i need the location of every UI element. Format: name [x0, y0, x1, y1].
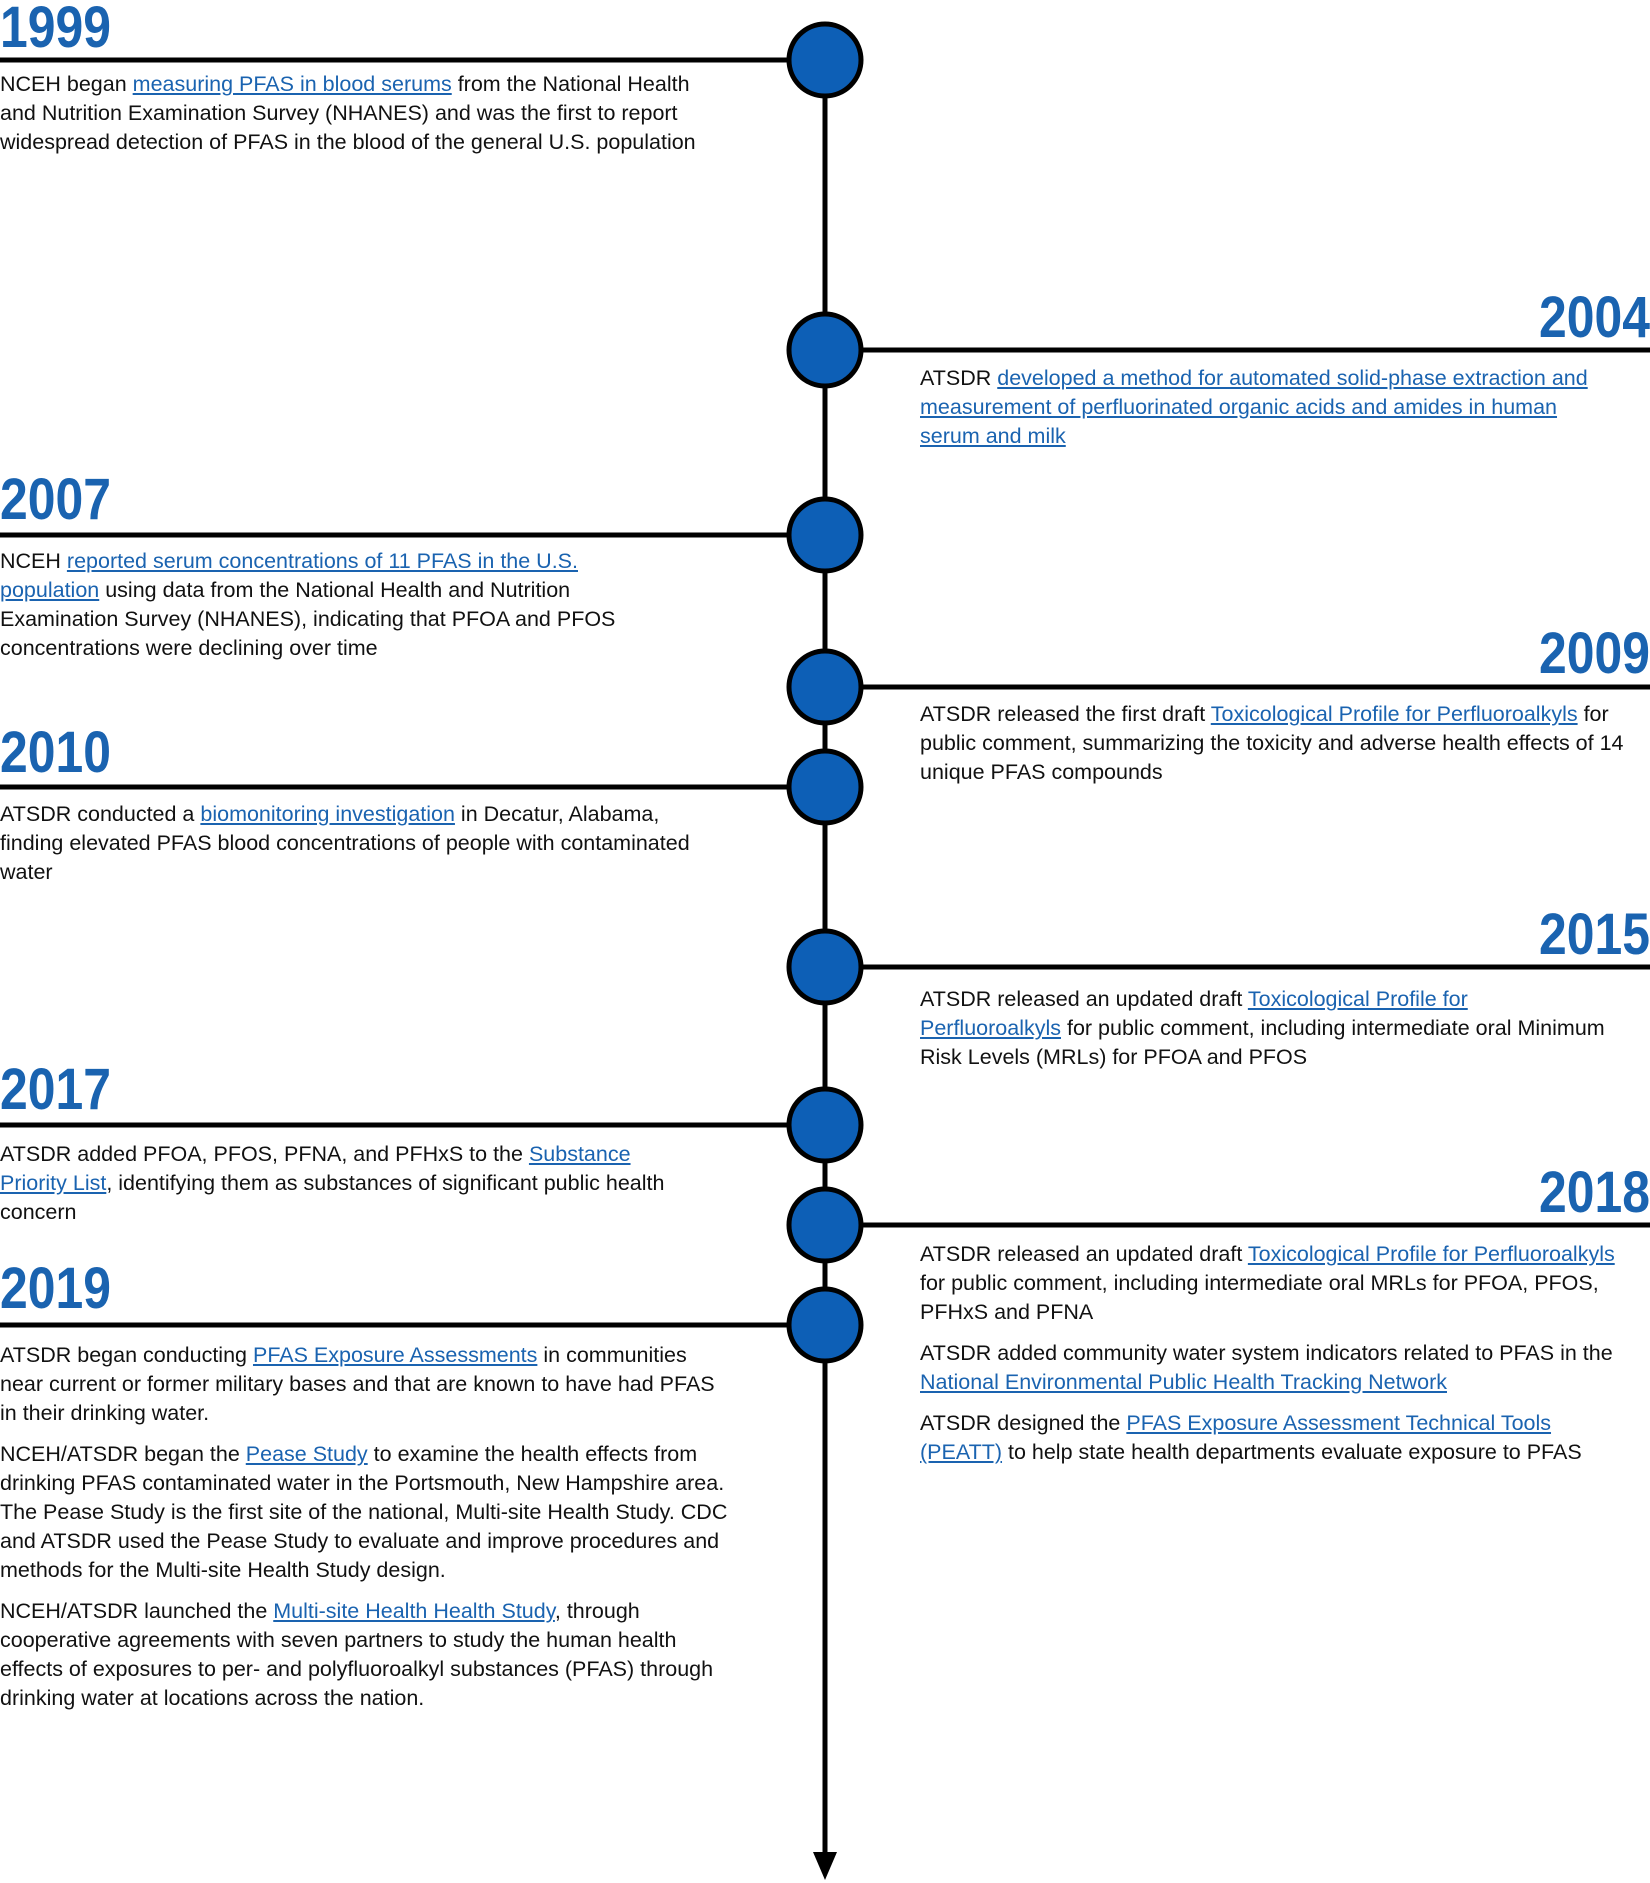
- event-paragraph: [0, 1140, 700, 1227]
- event-paragraph: [0, 70, 720, 157]
- event-description-2004: [920, 364, 1620, 463]
- event-text: for public comment, including intermediate oral MRLs for PFOA, PFOS, PFHxS and PFNA: [920, 1271, 1599, 1324]
- event-paragraph: [920, 1339, 1630, 1397]
- event-description-2017: [0, 1140, 700, 1239]
- event-link[interactable]: Multi-site Health Health Study: [273, 1599, 555, 1623]
- event-year-2004: 2004: [1539, 285, 1650, 350]
- event-paragraph: [0, 800, 720, 887]
- event-text: NCEH: [0, 549, 67, 573]
- timeline-node-2007: [789, 499, 861, 571]
- event-text: in Decatur, Alabama, finding elevated PFAS blood concentrations of people with contaminated water: [0, 802, 690, 884]
- event-text: ATSDR added PFOA, PFOS, PFNA, and PFHxS to the: [0, 1142, 529, 1166]
- event-link[interactable]: Substance Priority List: [0, 1142, 631, 1195]
- event-link[interactable]: PFAS Exposure Assessment Technical Tools (PEATT): [920, 1411, 1552, 1464]
- event-text: NCEH/ATSDR began the: [0, 1442, 246, 1466]
- event-text: using data from the National Health and Nutrition Examination Survey (NHANES), indicating that PFOA and PFOS concentrations were declining over time: [0, 578, 616, 660]
- event-text: in communities near current or former military bases and that are known to have had PFAS in their drinking water.: [0, 1343, 715, 1425]
- event-text: , through cooperative agreements with seven partners to study the human health effects of exposures to per- and polyfluoroalkyl substances (PFAS) through drinking water at locations across the nation.: [0, 1599, 714, 1710]
- event-year-1999: 1999: [0, 0, 111, 60]
- timeline-node-2015: [789, 931, 861, 1003]
- event-paragraph: [0, 1341, 735, 1428]
- event-link[interactable]: National Environmental Public Health Tracking Network: [920, 1370, 1447, 1394]
- event-text: ATSDR released an updated draft: [920, 987, 1248, 1011]
- event-paragraph: [920, 700, 1650, 787]
- event-text: ATSDR designed the: [920, 1411, 1127, 1435]
- timeline-node-2017: [789, 1089, 861, 1161]
- event-year-2017: 2017: [0, 1057, 111, 1122]
- event-description-2019: [0, 1341, 735, 1725]
- event-paragraph: [920, 364, 1620, 451]
- event-paragraph: [0, 547, 640, 663]
- event-link[interactable]: reported serum concentrations of 11 PFAS in the U.S. population: [0, 549, 578, 602]
- event-link[interactable]: measuring PFAS in blood serums: [132, 72, 452, 96]
- event-text: ATSDR released an updated draft: [920, 1242, 1248, 1266]
- event-description-2007: [0, 547, 640, 675]
- event-description-2009: [920, 700, 1650, 799]
- event-paragraph: [920, 1240, 1630, 1327]
- event-link[interactable]: PFAS Exposure Assessments: [252, 1343, 538, 1367]
- event-text: ATSDR added community water system indicators related to PFAS in the: [920, 1341, 1613, 1365]
- event-year-2018: 2018: [1539, 1160, 1650, 1225]
- timeline-node-2019: [789, 1289, 861, 1361]
- event-text: , identifying them as substances of significant public health concern: [0, 1171, 665, 1224]
- event-link[interactable]: Toxicological Profile for Perfluoroalkyls: [1210, 702, 1578, 726]
- event-description-2018: [920, 1240, 1630, 1479]
- event-year-2009: 2009: [1539, 621, 1650, 686]
- event-text: to help state health departments evaluate exposure to PFAS: [1002, 1440, 1582, 1464]
- timeline-node-2010: [789, 751, 861, 823]
- event-link[interactable]: biomonitoring investigation: [200, 802, 455, 826]
- timeline-node-1999: [789, 24, 861, 96]
- event-text: ATSDR conducted a: [0, 802, 201, 826]
- event-paragraph: [920, 1409, 1630, 1467]
- event-link[interactable]: Toxicological Profile for Perfluoroalkyls: [920, 987, 1468, 1040]
- event-text: from the National Health and Nutrition Examination Survey (NHANES) and was the first to report widespread detection of PFAS in the blood of the general U.S. population: [0, 72, 696, 154]
- event-year-2019: 2019: [0, 1256, 111, 1321]
- event-paragraph: [920, 985, 1610, 1072]
- event-year-2015: 2015: [1539, 902, 1650, 967]
- event-year-2010: 2010: [0, 720, 111, 785]
- event-text: ATSDR released the first draft: [920, 702, 1211, 726]
- timeline-node-2004: [789, 314, 861, 386]
- event-text: ATSDR began conducting: [0, 1343, 253, 1367]
- timeline-node-2009: [789, 651, 861, 723]
- event-text: for public comment, including intermediate oral Minimum Risk Levels (MRLs) for PFOA and PFOS: [920, 1016, 1605, 1069]
- event-text: NCEH began: [0, 72, 133, 96]
- timeline-node-2018: [789, 1189, 861, 1261]
- event-text: ATSDR: [920, 366, 998, 390]
- event-year-2007: 2007: [0, 467, 111, 532]
- event-link[interactable]: Pease Study: [245, 1442, 368, 1466]
- timeline-arrowhead: [813, 1852, 837, 1880]
- event-description-2010: [0, 800, 720, 899]
- event-text: NCEH/ATSDR launched the: [0, 1599, 274, 1623]
- event-text: for public comment, summarizing the toxicity and adverse health effects of 14 unique PFAS compounds: [920, 702, 1624, 784]
- event-description-2015: [920, 985, 1610, 1084]
- event-text: to examine the health effects from drinking PFAS contaminated water in the Portsmouth, New Hampshire area. The Pease Study is the first site of the national, Multi-site Health Study. CDC and ATSDR used the Pease Study to evaluate and improve procedures and methods for the Multi-site Health Study design.: [0, 1442, 728, 1582]
- event-paragraph: [0, 1440, 735, 1585]
- event-link[interactable]: developed a method for automated solid-phase extraction and measurement of perfluorinated organic acids and amides in human serum and milk: [920, 366, 1588, 448]
- event-link[interactable]: Toxicological Profile for Perfluoroalkyls: [1247, 1242, 1615, 1266]
- event-description-1999: [0, 70, 720, 169]
- event-paragraph: [0, 1597, 735, 1713]
